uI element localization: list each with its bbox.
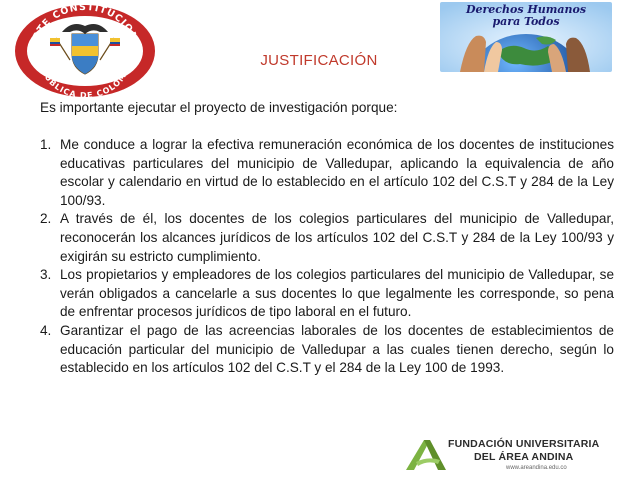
list-item-text: Los propietarios y empleadores de los colegios particulares del municipio de Valledupar, se verán obligados a cancelarle a sus docentes lo que legalmente les corresponde, so pena de enfrentar procesos jurídicos de tipo laboral en el futuro. bbox=[60, 267, 614, 320]
list-item bbox=[40, 322, 614, 378]
justification-list bbox=[40, 136, 614, 378]
list-item-text: Me conduce a lograr la efectiva remuneración económica de los docentes de instituciones educativas particulares del municipio de Valledupar, aplicando la equivalencia de año escolar y calendario en virtud de lo establecido en el artículo 102 del C.S.T y 284 de la Ley 100/93. bbox=[60, 137, 614, 208]
svg-text:CORTE CONSTITUCIONAL: CORTE CONSTITUCIONAL bbox=[27, 2, 143, 58]
list-item-number: 1. bbox=[40, 137, 52, 152]
seal-emblem-icon bbox=[10, 2, 160, 100]
areandina-a-icon bbox=[404, 436, 448, 472]
list-item bbox=[40, 210, 614, 266]
page-title: JUSTIFICACIÓN bbox=[260, 52, 378, 69]
svg-text:Derechos Humanos: Derechos Humanos bbox=[465, 3, 587, 16]
corte-constitucional-seal bbox=[10, 2, 160, 100]
list-item bbox=[40, 136, 614, 210]
svg-text:para Todos: para Todos bbox=[492, 15, 560, 28]
areandina-logo bbox=[404, 432, 614, 476]
list-item bbox=[40, 266, 614, 322]
list-item-text: A través de él, los docentes de los colegios particulares del municipio de Valledupar, reconocerán los alcances jurídicos de los artículos 102 del C.S.T y 284 de la Ley 100/93 y exigirán su estricto cumplimiento. bbox=[60, 211, 614, 264]
footer-name-line1: FUNDACIÓN UNIVERSITARIA bbox=[448, 438, 600, 450]
footer-url[interactable]: www.areandina.edu.co bbox=[506, 465, 567, 471]
intro-text: Es importante ejecutar el proyecto de investigación porque: bbox=[40, 100, 398, 115]
svg-text:REPÚBLICA DE COLOMBIA: REPÚBLICA DE COLOMBIA bbox=[37, 56, 133, 100]
footer-name-line2: DEL ÁREA ANDINA bbox=[474, 451, 574, 463]
list-item-number: 2. bbox=[40, 211, 52, 227]
list-item-number: 4. bbox=[40, 322, 52, 338]
list-item-text: Garantizar el pago de las acreencias laborales de los docentes de establecimientos de educación particular del municipio de Valledupar a las cuales tienen derecho, según lo establecido en los artículos 102 del C.S.T y el 284 de la Ley 100 de 1993. bbox=[60, 322, 614, 376]
list-item-number: 3. bbox=[40, 267, 52, 283]
